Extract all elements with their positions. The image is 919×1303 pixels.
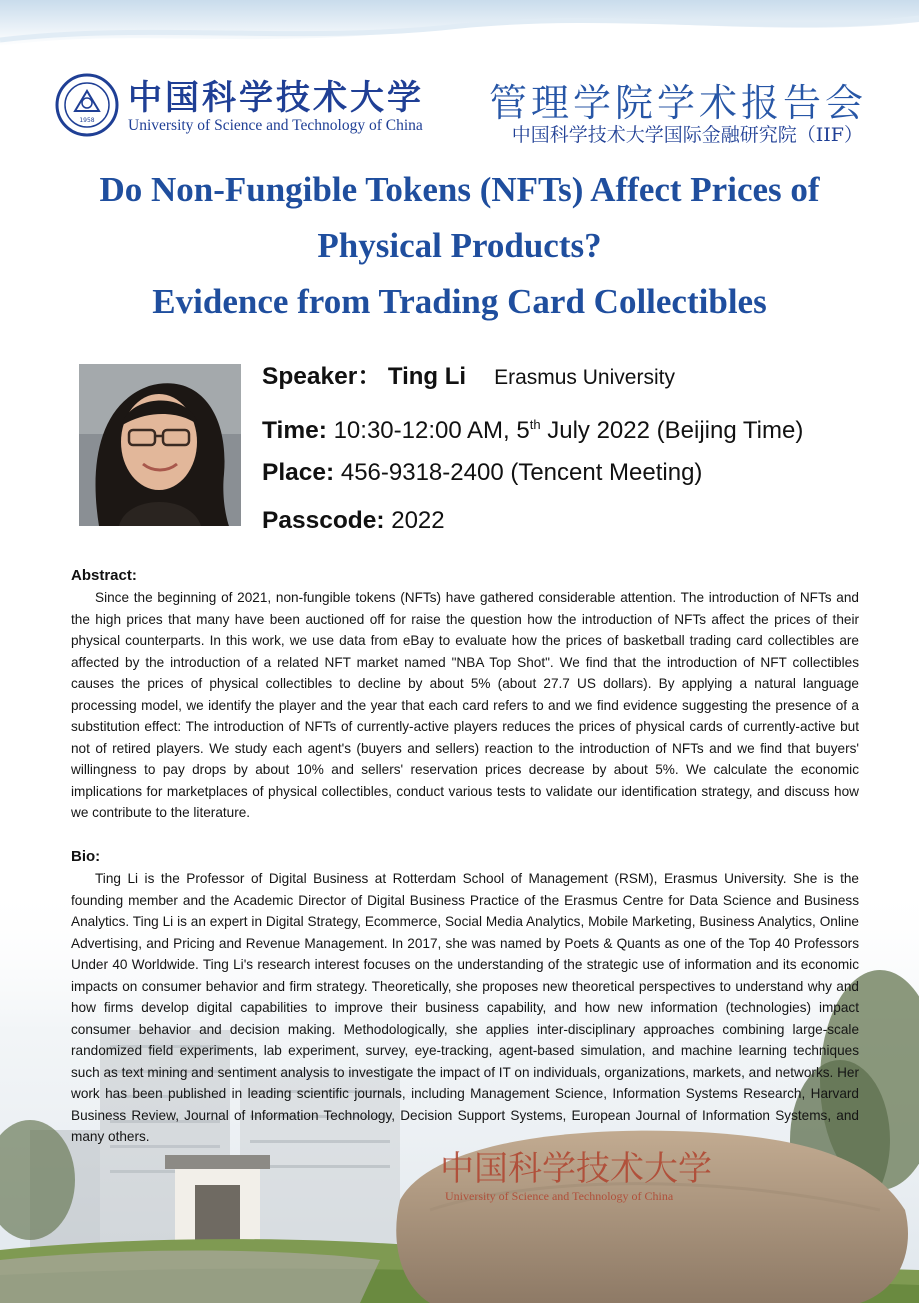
time-value: 10:30-12:00 AM, 5 <box>326 417 530 444</box>
talk-title-line: Do Non-Fungible Tokens (NFTs) Affect Prices of <box>99 170 820 209</box>
stone-inscription-en: University of Science and Technology of China <box>445 1189 674 1203</box>
time-value-sup: th <box>529 417 541 432</box>
speaker-photo <box>79 364 241 526</box>
passcode-row <box>262 501 902 549</box>
series-title: 管理学院学术报告会 <box>488 81 867 125</box>
place-value: 456-9318-2400 (Tencent Meeting) <box>334 459 703 486</box>
time-label: Time: <box>262 417 327 444</box>
seal-year: 1958 <box>79 117 95 124</box>
talk-title-line: Evidence from Trading Card Collectibles <box>152 282 767 321</box>
place-label: Place: <box>262 459 335 486</box>
bio-text: Ting Li is the Professor of Digital Business at Rotterdam School of Management (RSM), Erasmus University. She is the founding member and the Academic Director of Digital Business Practice of the Erasmus Centre for Data Science and Business Analytics. Ting Li is an expert in Digital Strategy, Ecommerce, Social Media Analytics, Mobile Marketing, Business Analytics, Online Advertising, and Pricing and Revenue Management. In 2017, she was named by Poets & Quants as one of the Top 40 Professors Under 40 Worldwide. Ting Li's research interest focuses on the understanding of the strategic use of information and its economic impacts on consumer behavior and firm strategy. Theoretically, she proposes new theoretical perspectives to understand why and how firms develop digital capabilities to improve their business capability, and how new information (technologies) impact consumer behavior and decision making. Methodologically, she applies inter-disciplinary approaches combining large-scale randomized field experiments, lab experiment, survey, eye-tracking, agent-based simulation, and machine learning techniques such as text mining and sentiment analysis to investigate the impact of IT on individuals, organizations, markets, and networks. Her work has been published in leading scientific journals, including Management Science, Information Systems Research, Harvard Business Review, Journal of Information Technology, Decision Support Systems, European Journal of Information Systems, and many others. <box>71 871 859 1144</box>
abstract-heading: Abstract: <box>71 567 137 584</box>
talk-details <box>262 357 902 549</box>
speaker-affiliation: Erasmus University <box>494 366 675 389</box>
speaker-row <box>262 357 902 405</box>
university-name-cn: 中国科学技术大学 <box>128 78 424 118</box>
talk-title-line: Physical Products? <box>317 226 602 265</box>
speaker-name: Ting Li <box>387 363 467 390</box>
abstract-text: Since the beginning of 2021, non-fungible tokens (NFTs) have gathered considerable attention. The introduction of NFTs and the high prices that many have been auctioned off for raise the question how the introduction of NFTs affect the prices of their physical counterparts. In this work, we use data from eBay to evaluate how the prices of basketball trading card collectibles are affected by the introduction of a related NFT market named "NBA Top Shot". We find that the introduction of NFT collectibles causes the prices of physical collectibles to decline by about 5% (about 27.7 US dollars). By applying a natural language processing model, we identify the player and the year that each card refers to and we find evidence suggesting the presence of a substitution effect: The introduction of NFTs of currently-active players reduces the prices of physical cards of currently-active but not of retired players. We study each agent's (buyers and sellers) reaction to the introduction of NFTs and we find that buyers' willingness to pay drops by about 10% and sellers' reservation prices decrease by about 5%. We calculate the economic implications for marketplaces of physical collectibles, conduct various tests to validate our identification strategy, and discuss how we contribute to the literature. <box>71 590 859 820</box>
bio-heading: Bio: <box>71 848 101 865</box>
university-name-en: University of Science and Technology of China <box>128 117 423 134</box>
poster-header <box>0 60 919 150</box>
stone-inscription-cn: 中国科学技术大学 <box>440 1149 712 1189</box>
time-value-rest: July 2022 (Beijing Time) <box>540 417 804 444</box>
time-row <box>262 405 902 453</box>
series-subtitle: 中国科学技术大学国际金融研究院（IIF） <box>511 124 863 146</box>
speaker-label: Speaker： <box>262 363 382 390</box>
passcode-value: 2022 <box>384 507 445 534</box>
passcode-label: Passcode: <box>262 507 385 534</box>
talk-title <box>30 162 889 330</box>
place-row <box>262 453 902 501</box>
abstract-section <box>71 567 859 824</box>
university-seal-logo <box>55 73 119 137</box>
bio-section <box>71 848 859 1148</box>
